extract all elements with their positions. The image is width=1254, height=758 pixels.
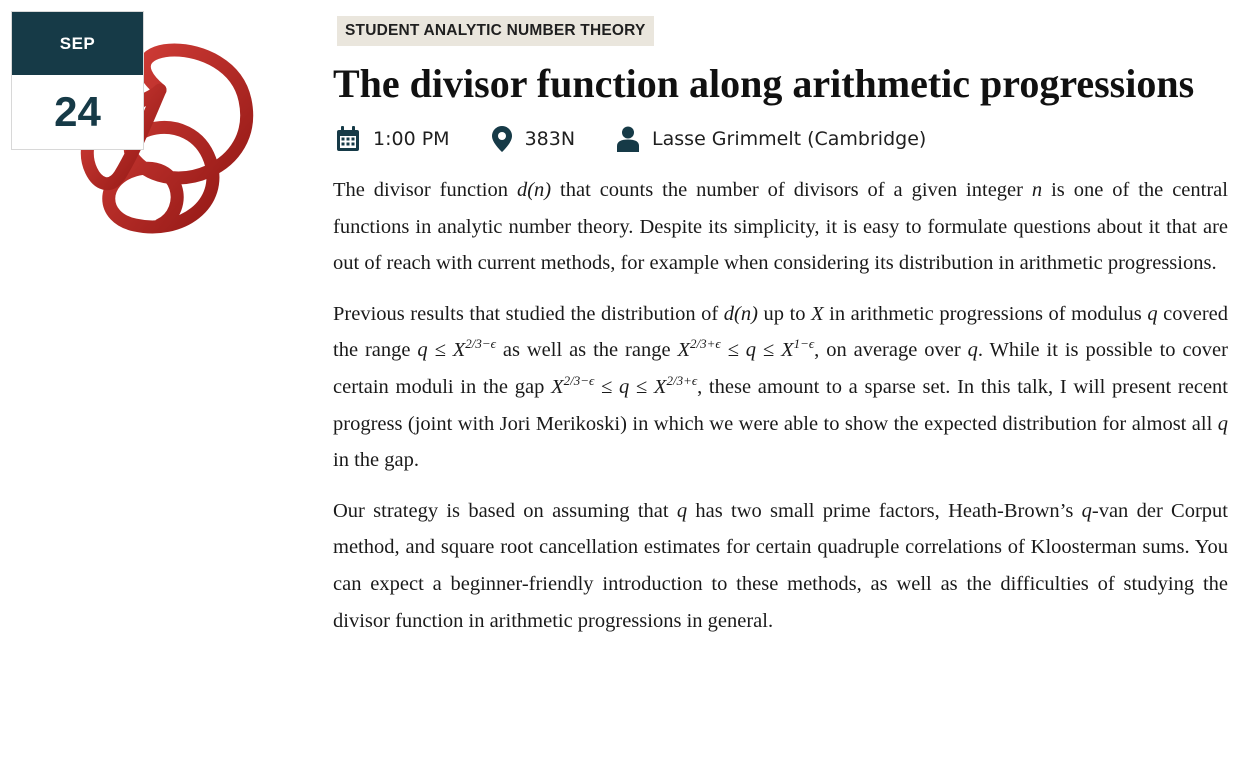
meta-speaker: [617, 126, 926, 152]
meta-location: [492, 126, 575, 152]
person-icon: [617, 126, 639, 152]
math-q: q: [1217, 412, 1228, 435]
event-title: The divisor function along arithmetic progressions: [333, 61, 1195, 106]
event-abstract: [333, 172, 1228, 653]
date-month: SEP: [12, 12, 143, 75]
event-meta: [336, 126, 968, 152]
abstract-paragraph-1: The divisor function d(n) that counts the number of divisors of a given integer n is one of the central functions in analytic number theory. Despite its simplicity, it is easy to formulate questions about it that are out of reach with current methods, for example when considering its distribution in arithmetic progressions.: [333, 179, 1228, 275]
meta-time: [336, 126, 450, 152]
abstract-paragraph-3: Our strategy is based on assuming that q has two small prime factors, Heath-Brown’s q-van der Corput method, and square root cancellation estimates for certain quadruple correlations of Kloosterman sums. You can expect a beginner-friendly introduction to these methods, as well as the difficulties of studying the divisor function in arithmetic progressions in general.: [333, 499, 1229, 632]
math-q: q: [1147, 302, 1158, 325]
math-q: q: [1081, 499, 1092, 522]
time-label: 1:00 PM: [373, 128, 450, 150]
speaker-label: Lasse Grimmelt (Cambridge): [652, 128, 927, 150]
math-range-1: $q \le X^{2/3-\epsilon}$: [417, 336, 496, 362]
category-tag[interactable]: STUDENT ANALYTIC NUMBER THEORY: [337, 16, 654, 46]
calendar-icon: [336, 126, 360, 152]
abstract-paragraph-2: Previous results that studied the distribution of d(n) up to X in arithmetic progressions of modulus q covered the range $q \le X^{2/3-\epsilon}$ as well as the range $X^{2/3+\epsilon} \le q \le X^{1-\epsilon}$, on average over q. While it is possible to cover certain moduli in the gap $X^{2/3-\epsilon} \le q \le X^{2/3+\epsilon}$, these amount to a sparse set. In this talk, I will present recent progress (joint with Jori Merikoski) in which we were able to show the expected distribution for almost all q in the gap.: [333, 302, 1229, 472]
date-day: 24: [54, 88, 101, 135]
math-dn: d(n): [516, 179, 552, 201]
map-pin-icon: [492, 126, 512, 152]
math-range-2: $X^{2/3+\epsilon} \le q \le X^{1-\epsilon}$: [677, 336, 815, 362]
math-n: n: [1031, 179, 1043, 201]
math-q: q: [967, 339, 978, 362]
math-X: X: [811, 302, 824, 325]
math-dn: d(n): [723, 302, 758, 325]
math-gap: $X^{2/3-\epsilon} \le q \le X^{2/3+\epsilon}$: [551, 373, 698, 398]
event-date-badge: [11, 11, 144, 150]
location-label: 383N: [524, 128, 576, 150]
math-q: q: [676, 499, 688, 522]
